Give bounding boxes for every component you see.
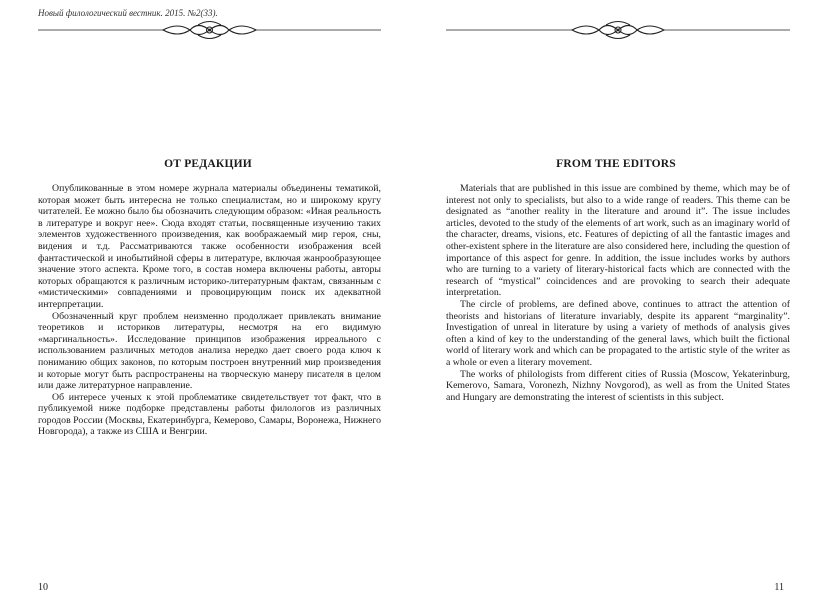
header-ornament-rule xyxy=(446,19,790,41)
right-page xyxy=(410,0,820,609)
page-number: 11 xyxy=(774,582,784,593)
body-paragraph: Опубликованные в этом номере журнала материалы объединены тематикой, которая может быть интересна не только специалистам, но и широкому кругу читателей. Ее можно было бы обозначить следующим образом: «Иная реальность в литературе и вокруг нее». Сюда входят статьи, посвященные изучению таких элементов художественного произведения, как воображаемый мир героя, сны, видения и т.д. Рассматриваются также особенности изображения всей фантастической и инобытийной сферы в литературе, включая жанрообразующее значение этого аспекта. Кроме того, в состав номера включены работы, авторы которых обращаются к различным историко-литературным фактам, связанным с «мистическими» совпадениями и провоцирующим поиск их адекватной интерпретации. xyxy=(38,183,381,310)
editorial-title: ОТ РЕДАКЦИИ xyxy=(164,158,252,170)
body-paragraph: The circle of problems, are defined above, continues to attract the attention of theorists and historians of literature invariably, despite its apparent “marginality”. Investigation of unreal in literature by using a variety of methods of analysis gives often a kind of key to the understanding of the general laws, which built the fictional world of literary work and which can be propagated to the artistic style of the writer as a whole or even a literary movement. xyxy=(446,298,790,368)
editorial-title: FROM THE EDITORS xyxy=(556,158,676,170)
ornament-icon xyxy=(38,19,381,41)
header-ornament-rule xyxy=(38,19,381,41)
body-paragraph: Обозначенный круг проблем неизменно продолжает привлекать внимание теоретиков и историков литературы, несмотря на его видимую «маргинальность». Исследование принципов изображения ирреального с использованием различных методов анализа нередко дает своего рода ключ к пониманию общих законов, по которым построен внутренний мир произведения и которые могут быть распространены на творческую манеру писателя в целом или даже литературное направление. xyxy=(38,310,381,392)
editorial-body xyxy=(446,183,790,403)
editorial-body xyxy=(38,183,381,438)
body-paragraph: Materials that are published in this issue are combined by theme, which may be of interest not only to specialists, but also to a wide range of readers. This theme can be designated as “another reality in the literature and around it”. The issue includes articles, devoted to the study of the elements of art work, such as an imaginary world of the character, dreams, visions, etc. Features of depicting of all the fantastic images and other-existent sphere in the literature are also considered here, including the question of importance of this aspect for genre. In addition, the issue includes works by authors who are turning to a variety of literary-historical facts which are connected with the research of “mystical” coincidences and are provoking to search their adequate interpretation. xyxy=(446,183,790,299)
ornament-icon xyxy=(446,19,790,41)
running-head: Новый филологический вестник. 2015. №2(33). xyxy=(38,8,218,18)
page-number: 10 xyxy=(38,582,48,593)
body-paragraph: Об интересе ученых к этой проблематике свидетельствует тот факт, что в публикуемой ниже подборке представлены работы филологов из различных городов России (Москвы, Екатеринбурга, Кемерово, Самары, Воронежа, Нижнего Новгорода), а также из США и Венгрии. xyxy=(38,391,381,438)
body-paragraph: The works of philologists from different cities of Russia (Moscow, Yekaterinburg, Kemerovo, Samara, Voronezh, Nizhny Novgorod), as well as from the United States and Hungary are demonstrating the interest of scientists in this subject. xyxy=(446,368,790,403)
